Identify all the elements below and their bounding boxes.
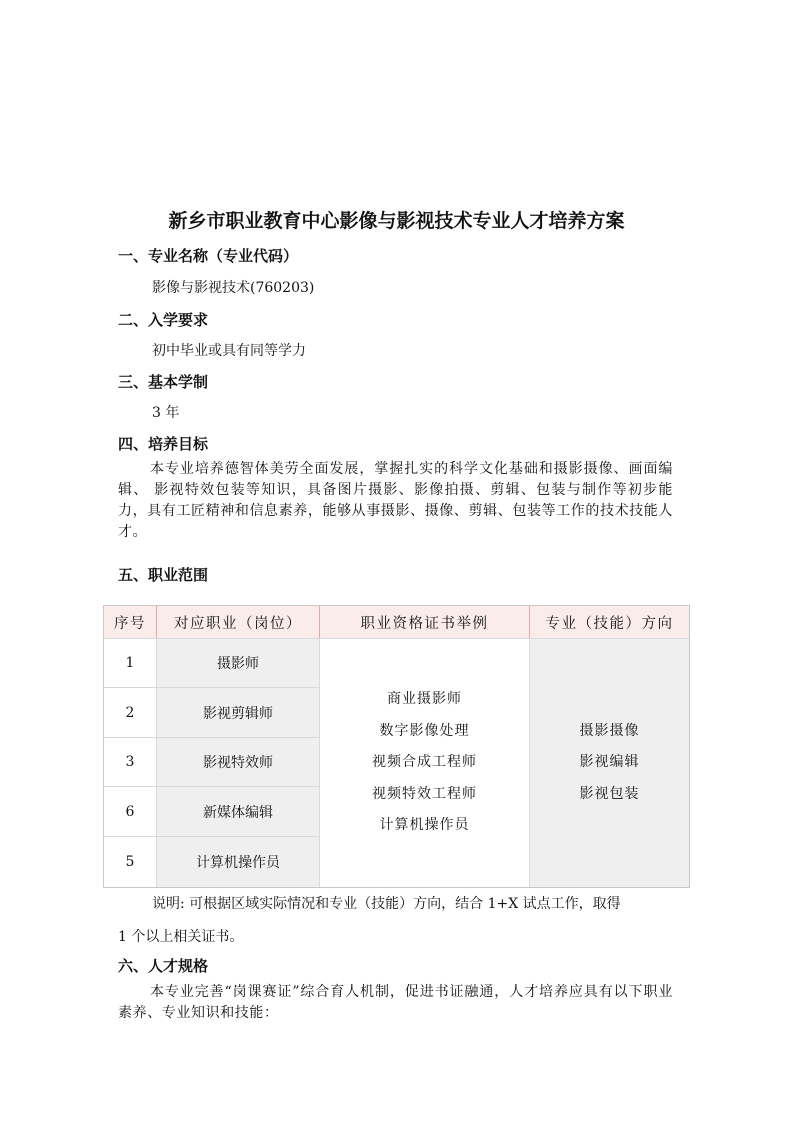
document-title: 新乡市职业教育中心影像与影视技术专业人才培养方案 [168,210,625,232]
certificate-item: 计算机操作员 [379,817,470,834]
direction-list [580,716,640,811]
major-name-text: 影像与影视技术(760203) [152,280,315,296]
table-cell-no: 1 [103,638,157,688]
certificate-list [372,684,477,842]
duration-text: 3 年 [152,405,180,421]
table-cell-no: 5 [103,836,157,888]
table-header-no: 序号 [103,605,157,639]
certificate-item: 视频特效工程师 [372,785,477,802]
direction-item: 影视包装 [579,785,640,802]
table-note-line-2: 1 个以上相关证书。 [118,929,244,945]
certificate-item: 数字影像处理 [379,722,470,739]
section-heading-career-scope: 五、职业范围 [118,566,209,584]
certificate-item: 商业摄影师 [387,691,462,708]
table-cell-job: 计算机操作员 [156,836,320,888]
admission-text: 初中毕业或具有同等学力 [152,343,306,359]
table-cell-no: 2 [103,687,157,738]
table-header-direction: 专业（技能）方向 [529,605,690,639]
table-cell-no: 3 [103,737,157,787]
table-cell-job: 影视剪辑师 [156,687,320,738]
direction-item: 摄影摄像 [579,722,640,739]
section-heading-duration: 三、基本学制 [118,373,209,391]
table-cell-certificates [319,638,530,888]
direction-item: 影视编辑 [579,754,640,771]
table-cell-directions [529,638,690,888]
table-cell-job: 新媒体编辑 [156,786,320,837]
section-heading-major-name: 一、专业名称（专业代码） [118,247,299,265]
table-cell-no: 6 [103,786,157,837]
table-header-certificate: 职业资格证书举例 [319,605,530,639]
table-header-job: 对应职业（岗位） [156,605,320,639]
objectives-paragraph: 本专业培养德智体美劳全面发展，掌握扎实的科学文化基础和摄影摄像、画面编辑、 影视特效包装等知识，具备图片摄影、影像拍摄、剪辑、包装与制作等初步能力，具有工匠精神和信息素养，能够从事摄影、摄像、剪辑、包装等工作的技术技能人才。 [118,461,673,540]
table-cell-job: 影视特效师 [156,737,320,787]
section-heading-admission: 二、入学要求 [118,311,209,329]
table-note-line-1: 说明: 可根据区域实际情况和专业（技能）方向，结合 1+X 试点工作，取得 [152,896,621,912]
section-heading-talent-spec: 六、人才规格 [118,957,209,975]
certificate-item: 视频合成工程师 [372,754,477,771]
talent-spec-paragraph: 本专业完善“岗课赛证”综合育人机制，促进书证融通，人才培养应具有以下职业素养、专业知识和技能： [118,984,673,1021]
career-scope-table [103,605,690,888]
table-cell-job: 摄影师 [156,638,320,688]
section-heading-objectives: 四、培养目标 [118,435,209,453]
